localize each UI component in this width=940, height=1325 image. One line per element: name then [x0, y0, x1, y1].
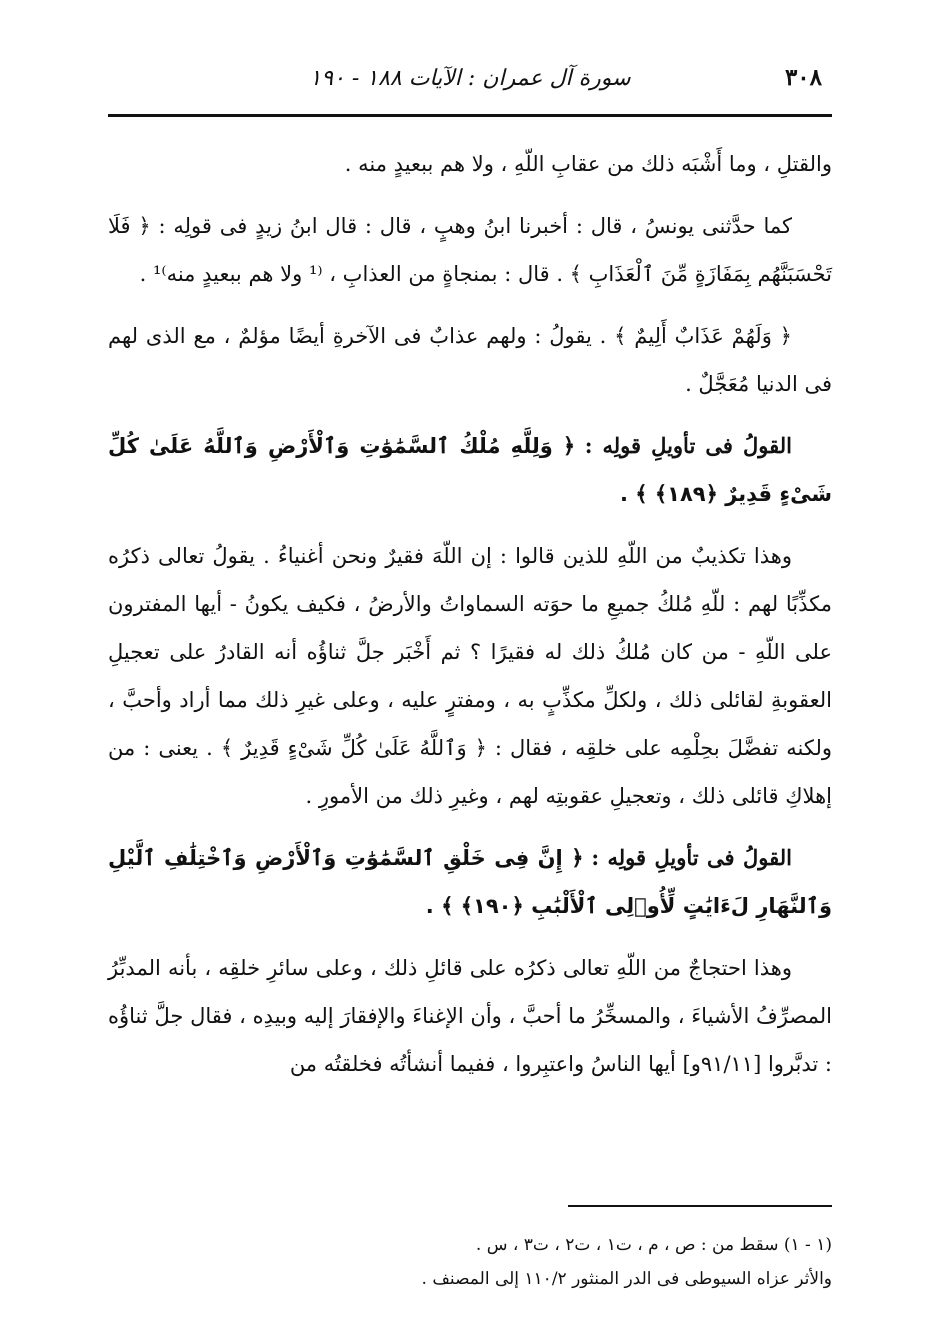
running-title: سورة آل عمران : الآيات ١٨٨ - ١٩٠ [309, 66, 631, 91]
paragraph: ﴿ وَلَهُمْ عَذَابٌ أَلِيمٌ ﴾ . يقولُ : ولهم عذابٌ فى الآخرةِ أيضًا مؤلمٌ ، مع الذى لهم فى الدنيا مُعَجَّلٌ . [108, 324, 832, 396]
footnotes [108, 1228, 832, 1296]
footnote: (١ - ١) سقط من : ص ، م ، ت١ ، ت٢ ، ت٣ ، س . [475, 1235, 832, 1255]
heading-label: القولُ فى تأويلِ قولِه : [584, 433, 792, 458]
paragraph: وهذا احتجاجٌ من اللّهِ تعالى ذكرُه على قائلِ ذلك ، وعلى سائرِ خلقِه ، بأنه المدبِّرُ المصرِّفُ الأشياءَ ، والمسخِّرُ ما أحبَّ ، وأن الإغناءَ والإفقارَ إليه وبيدِه ، فقال جلَّ ثناؤُه : تدبَّروا [٩١/١١و] أيها الناسُ واعتبِروا ، ففيما أنشأتُه فخلقتُه من [108, 956, 832, 1076]
footnote-divider [568, 1205, 832, 1207]
page-number: ٣٠٨ [784, 64, 822, 91]
paragraph: والقتلِ ، وما أَشْبَه ذلك من عقابِ اللّهِ ، ولا هم ببعيدٍ منه . [344, 152, 832, 176]
page-header [108, 50, 832, 110]
paragraph: وهذا تكذيبٌ من اللّهِ للذين قالوا : إن اللّهَ فقيرٌ ونحن أغنياءُ . يقولُ تعالى ذكرُه مكذِّبًا لهم : للّهِ مُلكُ جميعِ ما حوَته السماواتُ والأرضُ ، فكيف يكونُ - أيها المفترون على اللّهِ - من كان مُلكُ ذلك له فقيرًا ؟ ثم أَخْبَر جلَّ ثناؤُه أنه القادرُ على تعجيلِ العقوبةِ لقائلى ذلك ، ولكلِّ مكذِّبٍ به ، ومفترٍ عليه ، وعلى غيرِ ذلك مما أراد وأحبَّ ، ولكنه تفضَّلَ بحِلْمِه على خلقِه ، فقال : ﴿ وَٱللَّهُ عَلَىٰ كُلِّ شَىْءٍ قَدِيرٌ ﴾ . يعنى : من إهلاكِ قائلى ذلك ، وتعجيلِ عقوبتِه لهم ، وغيرِ ذلك من الأمورِ . [108, 544, 832, 808]
quran-verse: ﴿ إِنَّ فِى خَلْقِ ٱلسَّمَٰوَٰتِ وَٱلْأَرْضِ وَٱخْتِلَٰفِ ٱلَّيْلِ وَٱلنَّهَارِ لَءَايَٰتٍ لِّأُو۟لِى ٱلْأَلْبَٰبِ ﴿١٩٠﴾ ﴾ . [108, 846, 832, 918]
quran-verse: ﴿ وَلِلَّهِ مُلْكُ ٱلسَّمَٰوَٰتِ وَٱلْأَرْضِ وَٱللَّهُ عَلَىٰ كُلِّ شَىْءٍ قَدِيرٌ ﴿١٨٩﴾ ﴾ . [108, 434, 832, 506]
section-heading [108, 834, 832, 930]
heading-label: القولُ فى تأويلِ قولِه : [591, 845, 792, 870]
footnote: والأثر عزاه السيوطى فى الدر المنثور ١١٠/٢ إلى المصنف . [421, 1269, 832, 1289]
paragraph: كما حدَّثنى يونسُ ، قال : أخبرنا ابنُ وهبٍ ، قال : قال ابنُ زيدٍ فى قولِه : ﴿ فَلَا تَحْسَبَنَّهُم بِمَفَازَةٍ مِّنَ ٱلْعَذَابِ ﴾ . قال : بمنجاةٍ من العذابِ ، ⁽¹ ولا هم ببعيدٍ منه⁾¹ . [108, 214, 832, 286]
page-body [108, 140, 832, 1102]
section-heading [108, 422, 832, 518]
header-divider [108, 114, 832, 117]
